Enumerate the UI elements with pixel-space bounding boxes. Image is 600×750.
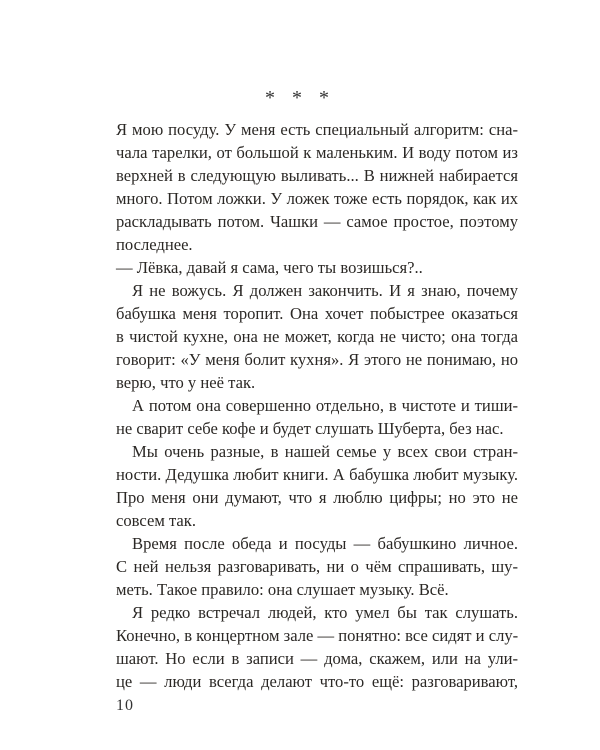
- text-line: совсем так.: [116, 511, 197, 530]
- text-line: бабушка меня торопит. Она хочет побыстрее оказаться: [116, 304, 518, 323]
- text-line: верю, что у неё так.: [116, 373, 256, 392]
- text-line: много. Потом ложки. У ложек тоже есть порядок, как их: [116, 189, 518, 208]
- text-line: Я мою посуду. У меня есть специальный алгоритм: сна-: [116, 120, 518, 139]
- text-line: Я редко встречал людей, кто умел бы так слушать.: [132, 603, 518, 622]
- section-separator: * * *: [265, 87, 335, 109]
- text-line: чала тарелки, от большой к маленьким. И воду потом из: [116, 143, 518, 162]
- text-line: Мы очень разные, в нашей семье у всех свои стран-: [132, 442, 518, 461]
- text-line: раскладывать потом. Чашки — самое простое, поэтому: [116, 212, 518, 231]
- text-line: меть. Такое правило: она слушает музыку. Всё.: [116, 580, 449, 599]
- page-number: 10: [116, 697, 134, 714]
- text-line: не сварит себе кофе и будет слушать Шуберта, без нас.: [116, 419, 504, 438]
- text-line: Про меня они думают, что я люблю цифры; но это не: [116, 488, 518, 507]
- text-line: Время после обеда и посуды — бабушкино личное.: [132, 534, 518, 553]
- text-line: С ней нельзя разговаривать, ни о чём спрашивать, шу-: [116, 557, 518, 576]
- text-line: Конечно, в концертном зале — понятно: все сидят и слу-: [116, 626, 519, 645]
- text-line: в чистой кухне, она не может, когда не чисто; она тогда: [116, 327, 518, 346]
- text-line: це — люди всегда делают что-то ещё: разговаривают,: [116, 672, 518, 691]
- text-line: последнее.: [116, 235, 193, 254]
- text-line: говорит: «У меня болит кухня». Я этого не понимаю, но: [116, 350, 518, 369]
- text-line: ности. Дедушка любит книги. А бабушка любит музыку.: [116, 465, 518, 484]
- text-line: верхней в следующую выливать... В нижней набирается: [116, 166, 518, 185]
- text-line: Я не вожусь. Я должен закончить. И я знаю, почему: [132, 281, 518, 300]
- text-line: — Лёвка, давай я сама, чего ты возишься?..: [116, 258, 423, 277]
- text-line: шают. Но если в записи — дома, скажем, или на ули-: [116, 649, 518, 668]
- body-text: [116, 118, 518, 693]
- text-line: А потом она совершенно отдельно, в чистоте и тиши-: [132, 396, 518, 415]
